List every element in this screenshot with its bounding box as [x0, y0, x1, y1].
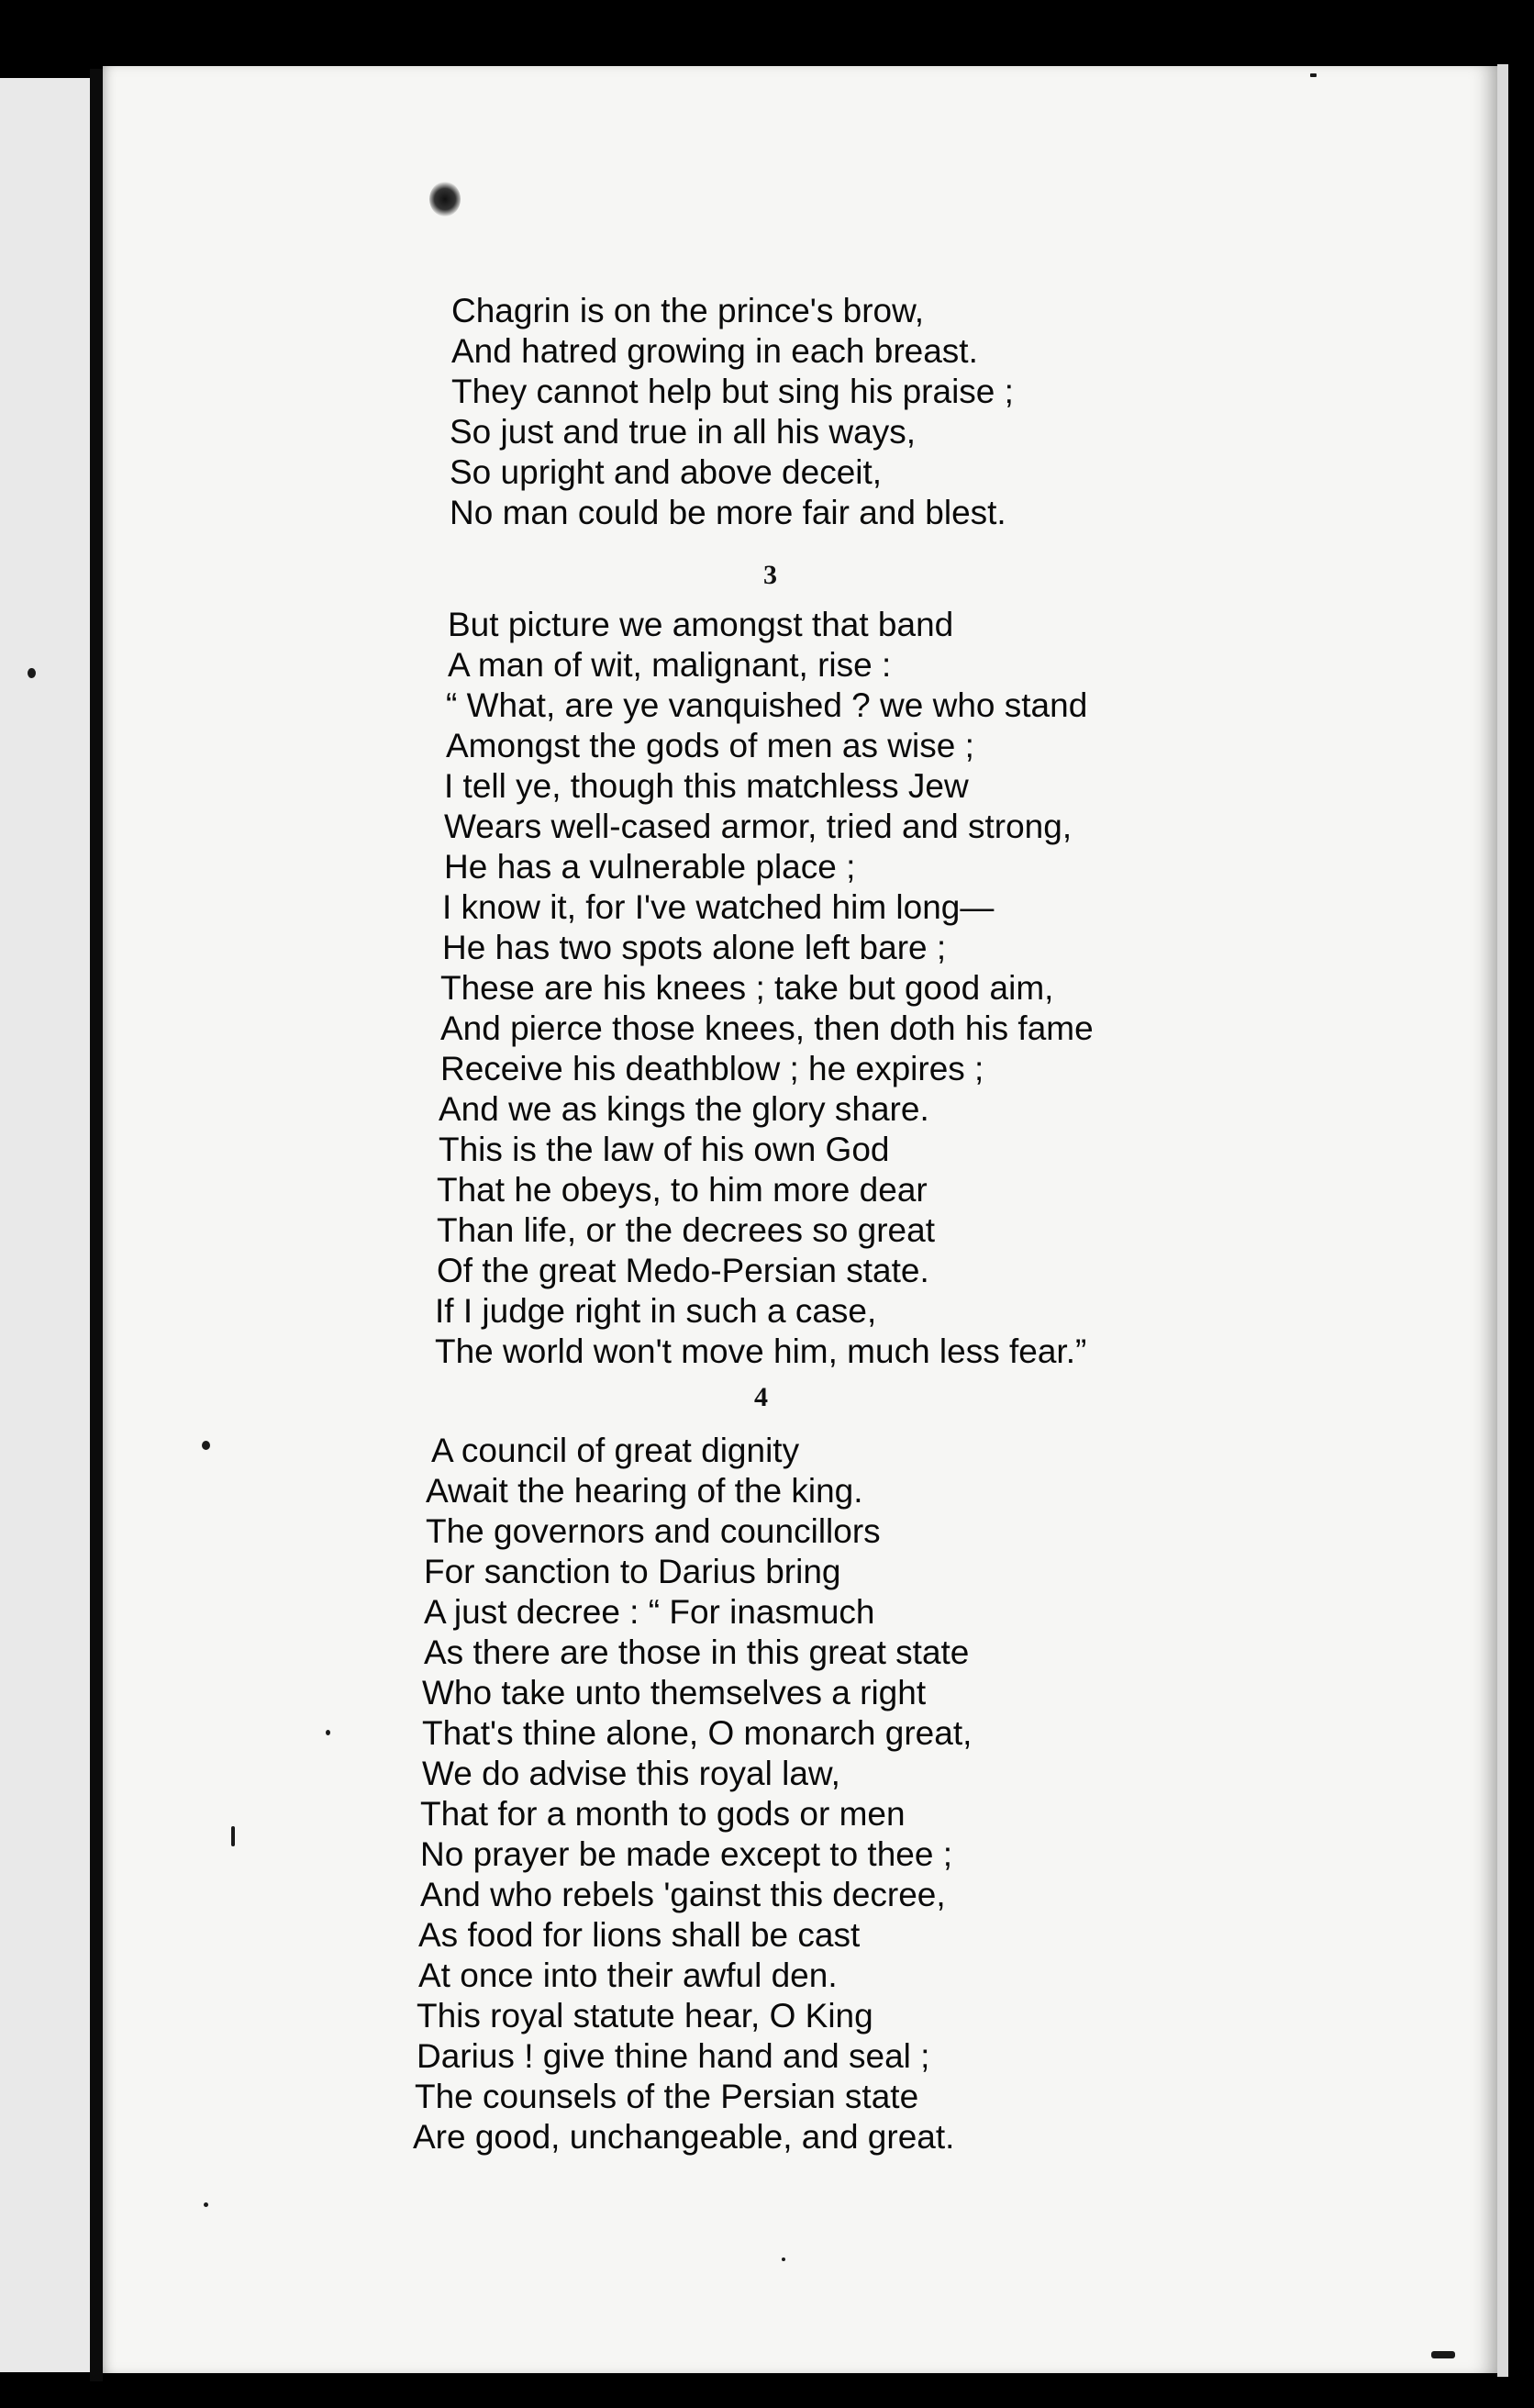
poem-line: Receive his deathblow ; he expires ; — [440, 1050, 984, 1087]
poem-line: At once into their awful den. — [418, 1956, 838, 1994]
poem-line: He has a vulnerable place ; — [444, 848, 856, 886]
poem-line: Chagrin is on the prince's brow, — [451, 292, 925, 329]
poem-line: Of the great Medo-Persian state. — [437, 1252, 929, 1289]
poem-line: No prayer be made except to thee ; — [420, 1835, 953, 1873]
poem-line: The governors and councillors — [426, 1512, 881, 1550]
stanza-number: 3 — [763, 560, 777, 590]
poem-line: And we as kings the glory share. — [439, 1090, 929, 1128]
poem-line: And who rebels 'gainst this decree, — [420, 1876, 946, 1913]
poem-line: Are good, unchangeable, and great. — [413, 2118, 955, 2156]
poem-line: He has two spots alone left bare ; — [442, 929, 947, 966]
poem-line: This royal statute hear, O King — [417, 1997, 873, 2035]
poem-line: We do advise this royal law, — [422, 1755, 840, 1792]
poem-line: That's thine alone, O monarch great, — [422, 1714, 973, 1752]
poem-line: Darius ! give thine hand and seal ; — [417, 2037, 930, 2075]
poem-line: This is the law of his own God — [439, 1131, 890, 1168]
poem-line: A just decree : “ For inasmuch — [424, 1593, 875, 1631]
poem-line: No man could be more fair and blest. — [450, 494, 1006, 531]
poem-line: But picture we amongst that band — [448, 606, 954, 643]
stanza-number: 4 — [754, 1382, 768, 1412]
poem-line: And hatred growing in each breast. — [451, 332, 978, 370]
poem-line: “ What, are ye vanquished ? we who stand — [446, 686, 1088, 724]
poem-line: If I judge right in such a case, — [435, 1292, 877, 1330]
poem-line: A council of great dignity — [431, 1432, 800, 1469]
poem-line: Who take unto themselves a right — [422, 1674, 927, 1711]
poem-line: Await the hearing of the king. — [426, 1472, 863, 1510]
poem-line: That he obeys, to him more dear — [437, 1171, 928, 1209]
poem-line: Than life, or the decrees so great — [437, 1211, 935, 1249]
poem-line: Amongst the gods of men as wise ; — [446, 727, 974, 764]
poem-line: They cannot help but sing his praise ; — [451, 373, 1014, 410]
poem-line: That for a month to gods or men — [420, 1795, 906, 1833]
poem-line: Wears well-cased armor, tried and strong, — [444, 808, 1073, 845]
poem-line: I tell ye, though this matchless Jew — [444, 767, 969, 805]
poem-line: The world won't move him, much less fear.” — [435, 1332, 1087, 1370]
poem-line: A man of wit, malignant, rise : — [448, 646, 892, 684]
poem-line: The counsels of the Persian state — [415, 2078, 919, 2115]
poem-line: So upright and above deceit, — [450, 453, 883, 491]
poem-line: I know it, for I've watched him long— — [442, 888, 995, 926]
poem-line: And pierce those knees, then doth his fame — [440, 1009, 1094, 1047]
poem-line: As there are those in this great state — [424, 1633, 970, 1671]
poem-line: For sanction to Darius bring — [424, 1553, 841, 1590]
poem-line: So just and true in all his ways, — [450, 413, 916, 451]
poem-line: As food for lions shall be cast — [418, 1916, 861, 1954]
poem-line: These are his knees ; take but good aim, — [440, 969, 1054, 1007]
